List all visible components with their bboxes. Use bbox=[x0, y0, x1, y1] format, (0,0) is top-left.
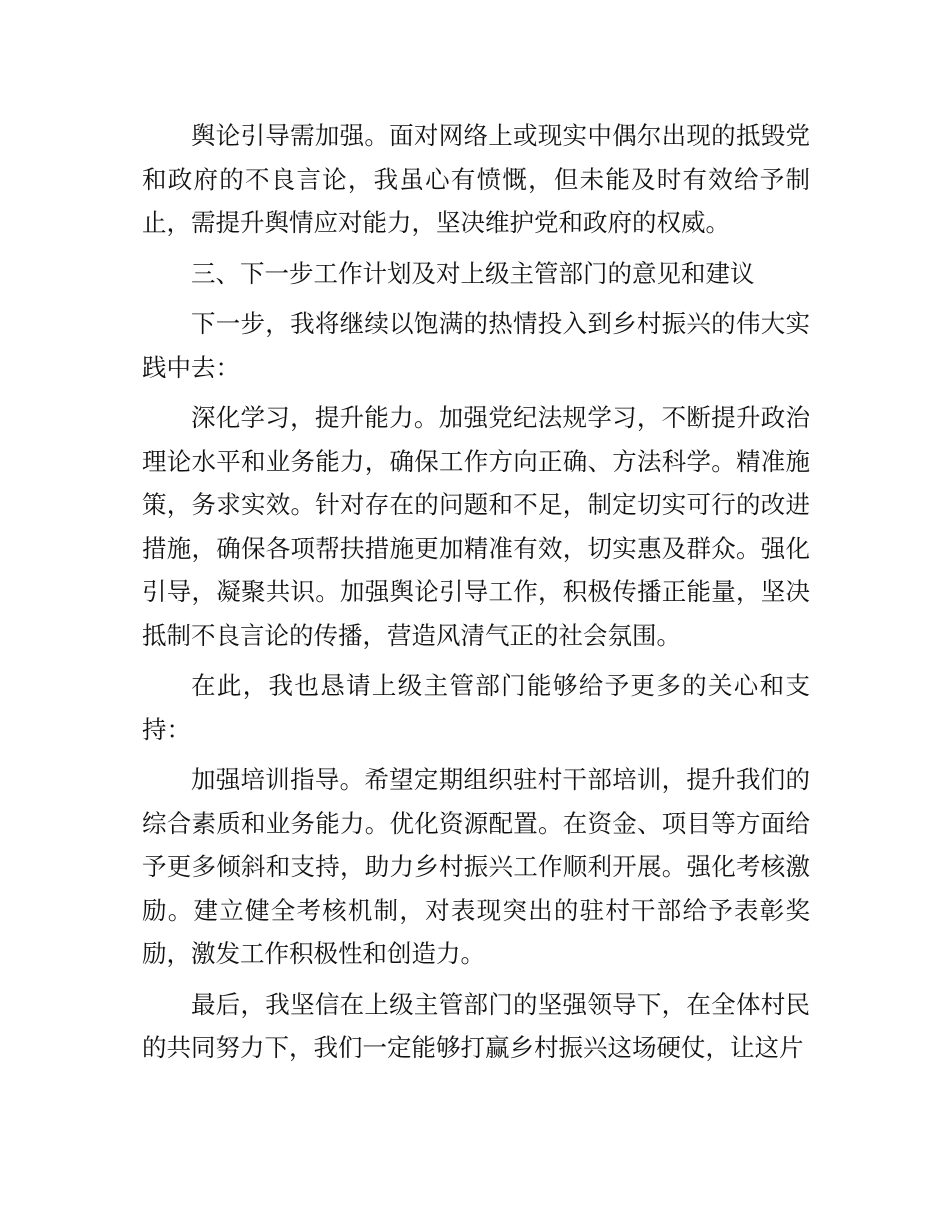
section-heading-next-steps: 三、下一步工作计划及对上级主管部门的意见和建议 bbox=[191, 258, 755, 288]
paragraph-work-plan: 深化学习，提升能力。加强党纪法规学习，不断提升政治理论水平和业务能力，确保工作方向正确、方法科学。精准施策，务求实效。针对存在的问题和不足，制定切实可行的改进措施，确保各项帮扶措施更加精准有效，切实惠及群众。强化引导，凝聚共识。加强舆论引导工作，积极传播正能量，坚决抵制不良言论的传播，营造风清气正的社会氛围。 bbox=[142, 403, 810, 650]
paragraph-next-step-intro: 下一步，我将继续以饱满的热情投入到乡村振兴的伟大实践中去： bbox=[142, 309, 810, 382]
paragraph-request-intro: 在此，我也恳请上级主管部门能够给予更多的关心和支持： bbox=[142, 671, 810, 744]
paragraph-conclusion: 最后，我坚信在上级主管部门的坚强领导下，在全体村民的共同努力下，我们一定能够打赢乡村振兴这场硬仗，让这片 bbox=[142, 989, 810, 1062]
paragraph-suggestions: 加强培训指导。希望定期组织驻村干部培训，提升我们的综合素质和业务能力。优化资源配置。在资金、项目等方面给予更多倾斜和支持，助力乡村振兴工作顺利开展。强化考核激励。建立健全考核机制，对表现突出的驻村干部给予表彰奖励，激发工作积极性和创造力。 bbox=[142, 765, 810, 968]
document-body bbox=[142, 114, 810, 1077]
paragraph-public-opinion: 舆论引导需加强。面对网络上或现实中偶尔出现的抵毁党和政府的不良言论，我虽心有愤慨，但未能及时有效给予制止，需提升舆情应对能力，坚决维护党和政府的权威。 bbox=[142, 121, 810, 237]
